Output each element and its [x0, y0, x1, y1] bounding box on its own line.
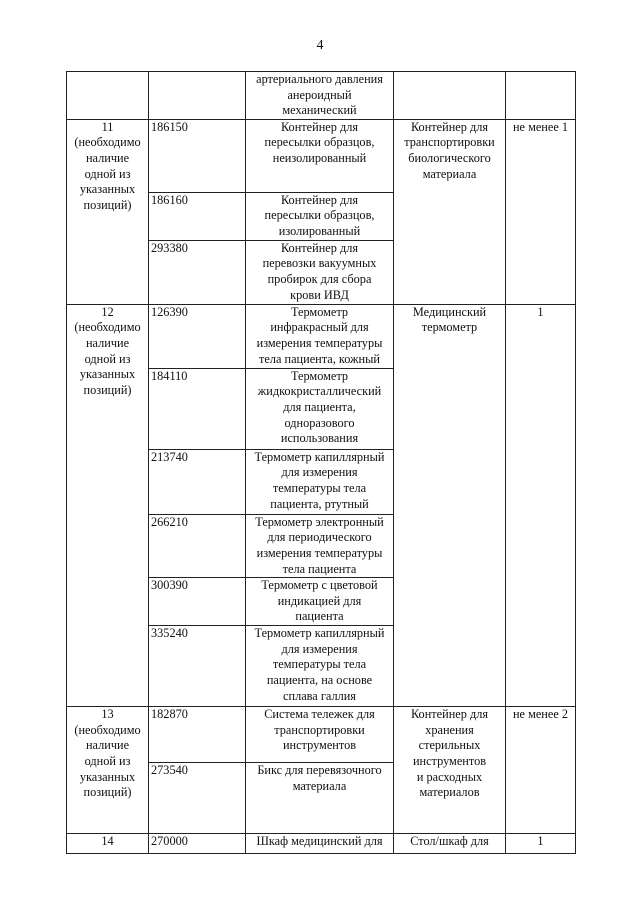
code-cell: 213740 — [149, 449, 246, 514]
equipment-line: инструментов — [412, 753, 487, 768]
code-cell: 270000 — [149, 834, 246, 854]
name-line: Бикс для перевязочного — [257, 763, 382, 778]
position-note: (необходимо — [74, 722, 141, 737]
name-cell — [246, 240, 394, 304]
name-line: пациента, ртутный — [270, 496, 369, 511]
name-line: измерения температуры — [256, 545, 383, 560]
table-row — [67, 72, 576, 120]
name-line: сплава галлия — [283, 688, 356, 703]
name-line: транспортировки — [274, 722, 365, 737]
position-note: одной из — [84, 166, 131, 181]
position-note: (необходимо — [74, 135, 141, 150]
position-cell — [67, 119, 149, 304]
code-cell: 186150 — [149, 119, 246, 192]
name-line: пациента, на основе — [266, 672, 373, 687]
table-row — [67, 304, 576, 368]
name-line: тела пациента, кожный — [259, 351, 380, 366]
code-cell: 184110 — [149, 368, 246, 449]
code-cell: 182870 — [149, 707, 246, 763]
name-cell — [246, 304, 394, 368]
name-line: для периодического — [267, 530, 372, 545]
name-line: использования — [280, 431, 359, 446]
name-line: пробирок для сбора — [267, 271, 372, 286]
position-note: одной из — [84, 753, 131, 768]
name-line: измерения температуры — [256, 335, 383, 350]
equipment-line: материала — [422, 166, 477, 181]
name-cell — [246, 514, 394, 577]
quantity-cell — [506, 72, 576, 120]
name-line: артериального давления — [256, 72, 383, 86]
code-cell: 186160 — [149, 192, 246, 240]
name-cell — [246, 119, 394, 192]
name-cell — [246, 72, 394, 120]
name-line: крови ИВД — [290, 287, 349, 302]
quantity-cell: 1 — [506, 834, 576, 854]
position-cell — [67, 707, 149, 834]
quantity-cell: не менее 1 — [506, 119, 576, 304]
name-cell — [246, 626, 394, 707]
equipment-cell — [394, 72, 506, 120]
position-note: одной из — [84, 351, 131, 366]
name-line: температуры тела — [272, 480, 367, 495]
position-note: наличие — [85, 335, 130, 350]
name-line: тела пациента — [282, 561, 357, 576]
equipment-line: Стол/шкаф для — [410, 834, 489, 849]
code-cell: 266210 — [149, 514, 246, 577]
name-cell — [246, 368, 394, 449]
name-line: Система тележек для — [264, 707, 375, 722]
equipment-line: стерильных — [418, 738, 481, 753]
equipment-line: термометр — [421, 320, 478, 335]
name-line: анероидный — [287, 87, 352, 102]
equipment-line: Контейнер для — [410, 707, 489, 722]
name-line: индикацией для — [277, 593, 362, 608]
code-cell: 293380 — [149, 240, 246, 304]
name-line: одноразового — [284, 415, 355, 430]
position-number: 13 — [101, 707, 114, 722]
position-note: позиций) — [83, 197, 132, 212]
name-line: Термометр капиллярный — [254, 449, 385, 464]
equipment-cell — [394, 707, 506, 834]
equipment-table — [66, 71, 576, 854]
name-cell — [246, 192, 394, 240]
name-line: Контейнер для — [280, 192, 359, 207]
name-line: Контейнер для — [280, 240, 359, 255]
code-cell: 273540 — [149, 763, 246, 834]
name-cell — [246, 449, 394, 514]
name-line: жидкокристаллический — [257, 384, 382, 399]
position-note: указанных — [79, 367, 136, 382]
name-cell — [246, 763, 394, 834]
quantity-cell: не менее 2 — [506, 707, 576, 834]
name-line: изолированный — [278, 223, 361, 238]
code-cell: 335240 — [149, 626, 246, 707]
table-row — [67, 707, 576, 763]
position-cell — [67, 304, 149, 706]
name-line: Термометр электронный — [255, 514, 384, 529]
name-line: пациента — [295, 609, 344, 624]
name-line: для измерения — [281, 465, 358, 480]
name-line: Термометр капиллярный — [254, 626, 385, 641]
name-line: инфракрасный для — [270, 320, 369, 335]
table-row — [67, 834, 576, 854]
code-cell — [149, 72, 246, 120]
name-line: материала — [292, 778, 347, 793]
name-line: пересылки образцов, — [264, 135, 375, 150]
name-line: перевозки вакуумных — [262, 256, 377, 271]
name-cell — [246, 834, 394, 854]
equipment-line: хранения — [425, 722, 474, 737]
position-note: наличие — [85, 150, 130, 165]
code-cell: 300390 — [149, 578, 246, 626]
position-cell: 14 — [67, 834, 149, 854]
name-line: Шкаф медицинский для — [256, 834, 383, 849]
equipment-line: биологического — [408, 150, 491, 165]
name-line: Контейнер для — [280, 119, 359, 134]
position-note: позиций) — [83, 382, 132, 397]
equipment-line: транспортировки — [404, 135, 495, 150]
name-line: температуры тела — [272, 657, 367, 672]
position-number: 11 — [101, 119, 114, 134]
equipment-cell — [394, 119, 506, 304]
equipment-line: материалов — [419, 785, 480, 800]
name-line: Термометр — [290, 368, 349, 383]
position-note: (необходимо — [74, 320, 141, 335]
name-line: для пациента, — [283, 399, 356, 414]
position-note: указанных — [79, 182, 136, 197]
table-row — [67, 119, 576, 192]
equipment-cell — [394, 304, 506, 706]
name-line: Термометр с цветовой — [261, 578, 378, 593]
code-cell: 126390 — [149, 304, 246, 368]
equipment-cell — [394, 834, 506, 854]
name-cell — [246, 578, 394, 626]
position-note: позиций) — [83, 785, 132, 800]
name-line: Термометр — [290, 304, 349, 319]
name-cell — [246, 707, 394, 763]
quantity-cell: 1 — [506, 304, 576, 706]
position-number: 12 — [101, 304, 114, 319]
equipment-line: Медицинский — [412, 304, 487, 319]
position-note: указанных — [79, 769, 136, 784]
name-line: инструментов — [282, 738, 357, 753]
position-note: наличие — [85, 738, 130, 753]
name-line: для измерения — [281, 641, 358, 656]
name-line: неизолированный — [272, 150, 367, 165]
equipment-line: и расходных — [416, 769, 483, 784]
name-line: механический — [282, 103, 357, 118]
position-cell — [67, 72, 149, 120]
name-line: пересылки образцов, — [264, 208, 375, 223]
page-number: 4 — [316, 38, 324, 53]
equipment-line: Контейнер для — [410, 119, 489, 134]
